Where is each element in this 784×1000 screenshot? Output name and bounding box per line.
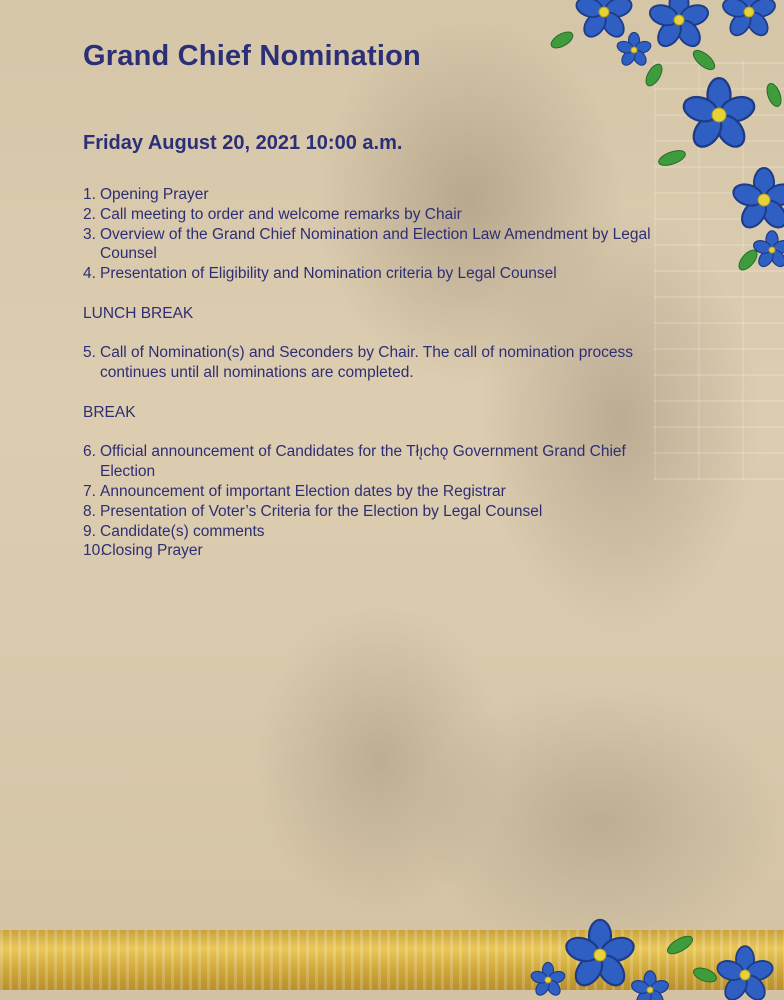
leaf-icon: [690, 47, 718, 73]
agenda-item-text: Call of Nomination(s) and Seconders by Chair. The call of nomination process continues until all nominations are completed.: [100, 344, 634, 382]
agenda-item: [83, 482, 663, 502]
lunch-break-label: LUNCH BREAK: [83, 304, 194, 322]
agenda-item: [83, 522, 663, 542]
leaf-icon: [549, 29, 576, 51]
agenda-item: [83, 264, 663, 284]
agenda-item-number: 10.: [83, 542, 105, 560]
agenda-item-number: 5.: [83, 344, 96, 362]
agenda-item-text: Presentation of Voter’s Criteria for the Election by Legal Counsel: [100, 502, 543, 520]
leaf-icon: [692, 965, 719, 984]
agenda-item: [83, 541, 663, 561]
leaf-icon: [657, 148, 687, 169]
leaf-icon: [665, 933, 695, 957]
agenda-item-number: 1.: [83, 186, 96, 203]
agenda-item: [83, 205, 663, 225]
agenda-item-number: 3.: [83, 225, 96, 243]
agenda-item-number: 9.: [83, 522, 96, 540]
break-label: BREAK: [83, 403, 136, 421]
leaf-icon: [764, 82, 783, 109]
agenda-item: [83, 343, 663, 383]
agenda-item-text: Opening Prayer: [100, 186, 209, 203]
agenda-item-text: Overview of the Grand Chief Nomination and Election Law Amendment by Legal Counsel: [100, 225, 651, 263]
agenda-item: [83, 502, 663, 522]
agenda-item-text: Call meeting to order and welcome remarks by Chair: [100, 205, 462, 223]
agenda-item: [83, 442, 663, 482]
page-title: Grand Chief Nomination: [83, 40, 421, 72]
agenda-item-number: 6.: [83, 443, 96, 461]
agenda-item: [83, 225, 663, 265]
agenda-item-number: 8.: [83, 502, 96, 520]
agenda-item-number: 4.: [83, 265, 96, 283]
beaded-flowers-bottom-decoration: [520, 905, 784, 1000]
meeting-date: Friday August 20, 2021 10:00 a.m.: [83, 132, 403, 154]
leaf-icon: [643, 62, 665, 89]
agenda-item-text: Official announcement of Candidates for the Tłı̨chǫ Government Grand Chief Election: [100, 443, 626, 481]
agenda-item-text: Closing Prayer: [101, 542, 203, 560]
agenda-item-text: Presentation of Eligibility and Nomination criteria by Legal Counsel: [100, 265, 557, 283]
agenda-item-number: 7.: [83, 482, 96, 500]
agenda-item-number: 2.: [83, 205, 96, 223]
agenda-list: [83, 185, 663, 561]
agenda-item-text: Announcement of important Election dates by the Registrar: [100, 482, 506, 500]
agenda-item-text: Candidate(s) comments: [100, 522, 265, 540]
agenda-item: [83, 185, 663, 205]
